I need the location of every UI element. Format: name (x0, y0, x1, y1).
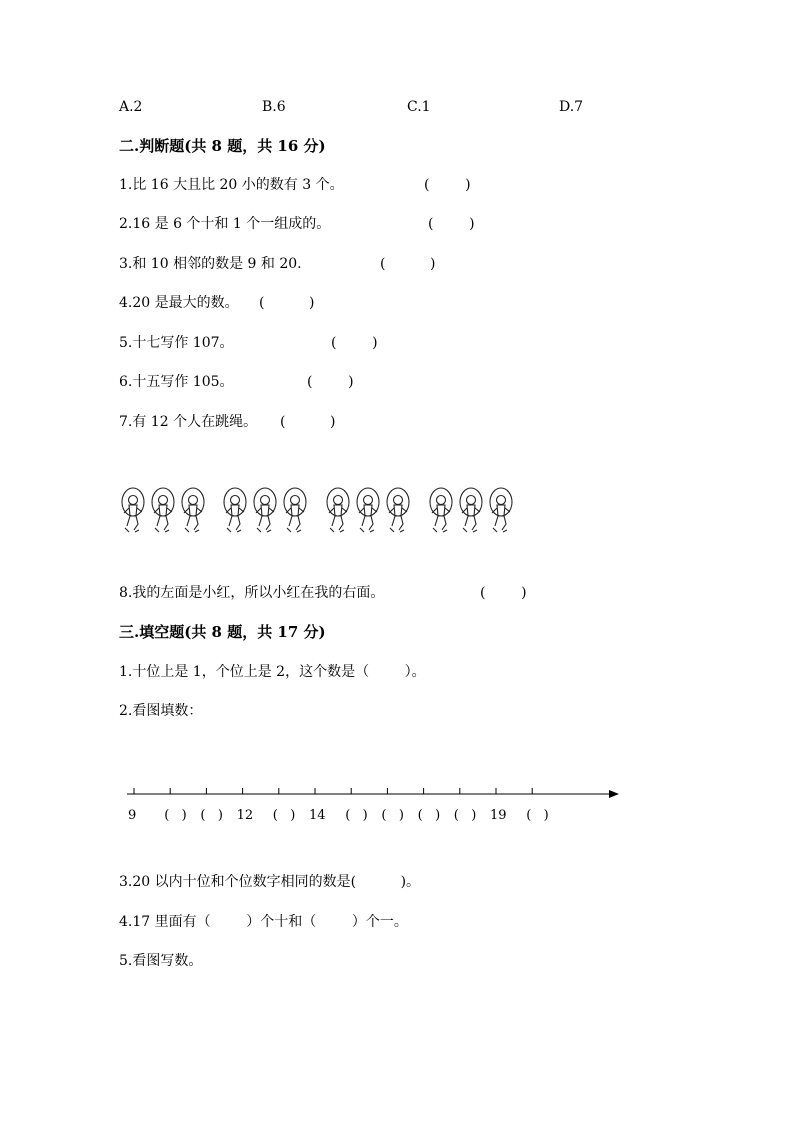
number-line-blank[interactable]: ( ) (200, 808, 223, 823)
fill-item-1: 1.十位上是 1，个位上是 2，这个数是（ ）。 (119, 664, 426, 680)
jump-rope-child-icon (254, 488, 276, 532)
jump-rope-child-icon (182, 488, 204, 532)
number-line-blank[interactable]: ( ) (272, 808, 296, 823)
answer-blank-6[interactable]: ( ) (307, 374, 354, 390)
answer-blank-8[interactable]: ( ) (480, 585, 527, 601)
jump-rope-child-icon (327, 488, 349, 532)
option-b: B.6 (262, 99, 286, 115)
number-line-blank[interactable]: ( ) (345, 808, 368, 823)
judge-item-6: 6.十五写作 105。 (119, 374, 234, 390)
jump-rope-child-icon (490, 488, 512, 532)
judge-item-7: 7.有 12 个人在跳绳。 (119, 414, 258, 430)
jump-rope-child-icon (460, 488, 482, 532)
jump-rope-child-icon (430, 488, 452, 532)
jump-rope-child-icon (122, 488, 144, 532)
answer-blank-4[interactable]: ( ) (259, 295, 315, 311)
answer-blank-5[interactable]: ( ) (331, 335, 378, 351)
answer-blank-1[interactable]: ( ) (424, 177, 471, 193)
answer-blank-3[interactable]: ( ) (380, 256, 436, 272)
jump-rope-child-icon (224, 488, 246, 532)
judge-item-1: 1.比 16 大且比 20 小的数有 3 个。 (119, 177, 344, 193)
answer-blank-7[interactable]: ( ) (280, 414, 336, 430)
fill-item-3: 3.20 以内十位和个位数字相同的数是( )。 (119, 874, 421, 890)
jump-rope-child-icon (387, 488, 409, 532)
jump-rope-child-icon (152, 488, 174, 532)
number-line-blank[interactable]: ( ) (526, 808, 549, 823)
judge-item-4: 4.20 是最大的数。 (119, 295, 239, 311)
judge-item-3: 3.和 10 相邻的数是 9 和 20. (119, 256, 302, 272)
number-line-label: 12 (236, 808, 254, 823)
number-line-label: 14 (309, 808, 326, 823)
number-line-label: 9 (128, 808, 137, 823)
judge-item-5: 5.十七写作 107。 (119, 335, 234, 351)
section2-title: 二.判断题(共 8 题，共 16 分) (119, 137, 326, 155)
fill-item-4: 4.17 里面有（ ）个十和（ ）个一。 (119, 914, 408, 930)
number-line-blank[interactable]: ( ) (164, 808, 187, 823)
option-d: D.7 (559, 99, 584, 115)
jump-rope-figures (121, 486, 521, 538)
number-line-label: 19 (490, 808, 507, 823)
option-c: C.1 (407, 99, 431, 115)
arrow-icon (609, 790, 619, 798)
fill-item-2: 2.看图填数： (119, 703, 203, 719)
number-line-blank[interactable]: ( ) (381, 808, 404, 823)
section3-title: 三.填空题(共 8 题，共 17 分) (119, 623, 326, 641)
judge-item-2: 2.16 是 6 个十和 1 个一组成的。 (119, 216, 331, 232)
number-line-blank[interactable]: ( ) (417, 808, 441, 823)
jump-rope-child-icon (357, 488, 379, 532)
number-line-blank[interactable]: ( ) (453, 808, 477, 823)
option-a: A.2 (119, 99, 143, 115)
jump-rope-child-icon (284, 488, 306, 532)
fill-item-5: 5.看图写数。 (119, 953, 203, 969)
answer-blank-2[interactable]: ( ) (428, 216, 475, 232)
judge-item-8: 8.我的左面是小红，所以小红在我的右面。 (119, 585, 385, 601)
